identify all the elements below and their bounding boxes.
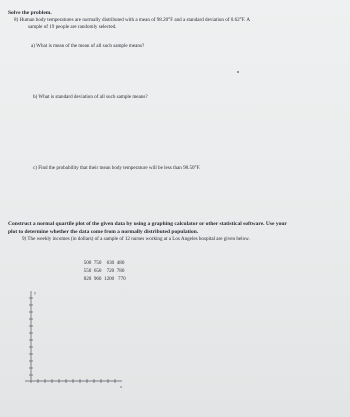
data-cell: 820 bbox=[83, 276, 92, 283]
data-cell: 960 bbox=[93, 276, 102, 283]
data-cell: 780 bbox=[116, 268, 125, 275]
instruction-line1: Construct a normal quartile plot of the given data by using a graphing calculator or other statistical software. Use your bbox=[8, 221, 287, 227]
data-cell: 750 bbox=[93, 260, 102, 267]
data-cell: 650 bbox=[93, 268, 102, 275]
problem-8-part-a: a) What is mean of the mean of all such sample means? bbox=[31, 43, 145, 49]
data-cell: 500 bbox=[83, 260, 92, 267]
problem-8-part-b: b) What is standard deviation of all such sample means? bbox=[33, 94, 148, 100]
problem-8-part-c: c) Find the probability that their mean body temperature will be less than 98.50°F. bbox=[33, 165, 201, 171]
x-axis-label: x bbox=[120, 384, 123, 389]
data-cell: 480 bbox=[116, 260, 125, 267]
data-cell: 550 bbox=[83, 268, 92, 275]
data-cell: 630 bbox=[106, 260, 115, 267]
section-heading-solve: Solve the problem. bbox=[8, 10, 52, 16]
data-cell: 720 bbox=[106, 268, 115, 275]
problem-8-text-line1: 8) Human body temperatures are normally distributed with a mean of 98.20°F and a standard deviation of 0.62°F. A bbox=[14, 17, 251, 23]
data-cell: 770 bbox=[118, 276, 126, 283]
y-axis-label: y bbox=[34, 290, 37, 295]
problem-8-text-line2: sample of 19 people are randomly selected. bbox=[28, 24, 117, 30]
instruction-line2: plot to determine whether the data come from a normally distributed population. bbox=[8, 229, 199, 235]
problem-9-text: 9) The weekly incomes (in dollars) of a sample of 12 nurses working at a Los Angeles hospital are given below. bbox=[22, 236, 250, 242]
data-cell: 1200 bbox=[104, 276, 115, 283]
